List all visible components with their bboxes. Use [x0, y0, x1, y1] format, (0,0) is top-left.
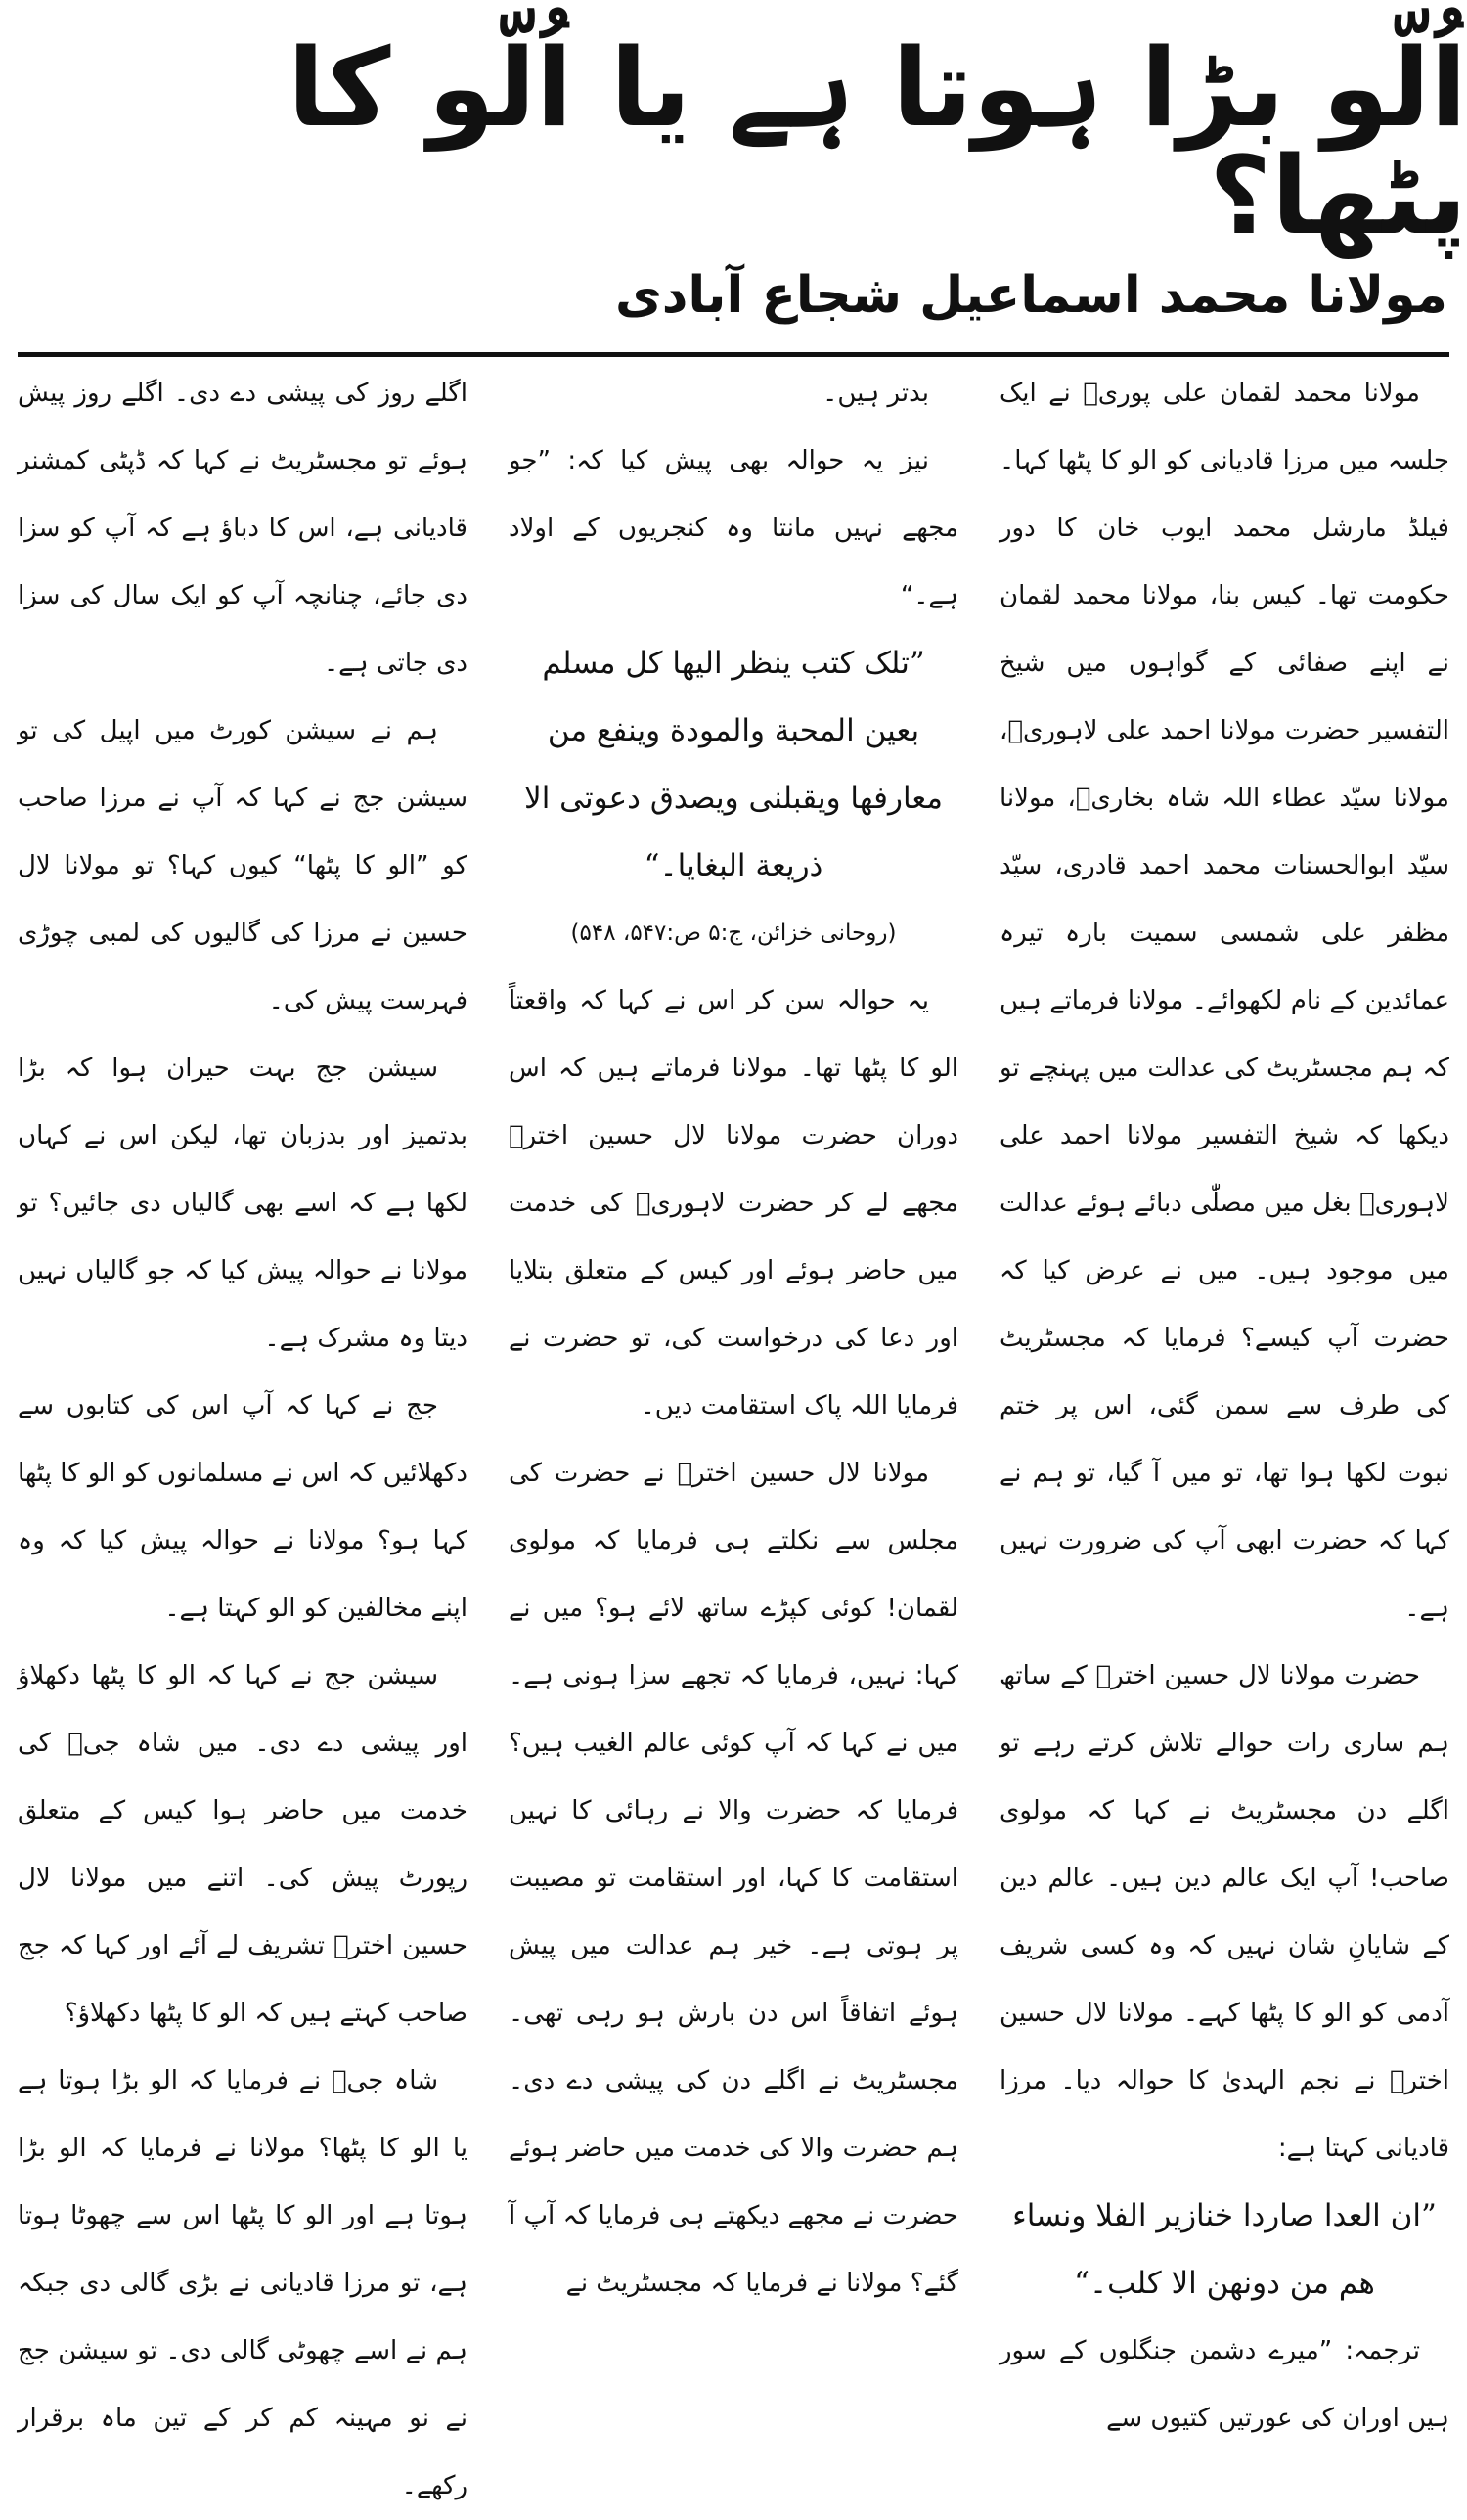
- paragraph: سیشن جج بہت حیران ہوا کہ بڑا بدتمیز اور بدزبان تھا، لیکن اس نے کہاں لکھا ہے کہ اسے بھی گالیاں دی جائیں؟ تو مولانا نے حوالہ پیش کیا کہ جو گالیاں نہیں دیتا وہ مشرک ہے۔: [18, 1054, 467, 1353]
- header-rule: [18, 352, 1449, 357]
- paragraph: نیز یہ حوالہ بھی پیش کیا کہ: ”جو مجھے نہیں مانتا وہ کنجریوں کے اولاد ہے۔“: [509, 446, 958, 610]
- paragraph: حضرت مولانا لال حسین اخترؒ کے ساتھ ہم ساری رات حوالے تلاش کرتے رہے تو اگلے دن مجسٹریٹ نے کہا کہ مولوی صاحب! آپ ایک عالم دین ہیں۔ عالم دین کے شایانِ شان نہیں کہ وہ کسی شریف آدمی کو الو کا پٹھا کہے۔ مولانا لال حسین اخترؒ نے نجم الہدیٰ کا حوالہ دیا۔ مرزا قادیانی کہتا ہے:: [1000, 1661, 1449, 2163]
- column-right: [1000, 360, 1449, 2433]
- paragraph: بدتر ہیں۔: [822, 379, 929, 408]
- arabic-quote: ”ان العدا صاردا خنازیر الفلا ونساء ھم من دونھن الا کلب۔“: [1012, 2198, 1437, 2301]
- arabic-quote: ”تلک کتب ینظر الیھا کل مسلم بعین المحبة والمودة وینفع من معارفھا ویقبلنی ویصدق دعوتی الا ذریعة البغایا۔“: [524, 646, 943, 883]
- article-columns: [18, 360, 1449, 2500]
- paragraph: شاہ جیؒ نے فرمایا کہ الو بڑا ہوتا ہے یا الو کا پٹھا؟ مولانا نے فرمایا کہ الو بڑا ہوتا ہے اور الو کا پٹھا اس سے چھوٹا ہوتا ہے، تو مرزا قادیانی نے بڑی گالی دی جبکہ ہم نے اسے چھوٹی گالی دی۔ تو سیشن جج نے نو مہینہ کم کر کے تین ماہ برقرار رکھے۔: [18, 2066, 467, 2500]
- paragraph: مولانا لال حسین اخترؒ نے حضرت کی مجلس سے نکلتے ہی فرمایا کہ مولوی لقمان! کوئی کپڑے ساتھ لائے ہو؟ میں نے کہا: نہیں، فرمایا کہ تجھے سزا ہونی ہے۔ میں نے کہا کہ آپ کوئی عالم الغیب ہیں؟ فرمایا کہ حضرت والا نے رہائی کا نہیں استقامت کا کہا، اور استقامت تو مصیبت پر ہوتی ہے۔ خیر ہم عدالت میں پیش ہوئے اتفاقاً اس دن بارش ہو رہی تھی۔ مجسٹریٹ نے اگلے دن کی پیشی دے دی۔ ہم حضرت والا کی خدمت میں حاضر ہوئے حضرت نے مجھے دیکھتے ہی فرمایا کہ آپ آ گئے؟ مولانا نے فرمایا کہ مجسٹریٹ نے: [509, 1459, 958, 2298]
- paragraph: جج نے کہا کہ آپ اس کی کتابوں سے دکھلائیں کہ اس نے مسلمانوں کو الو کا پٹھا کہا ہو؟ مولانا نے حوالہ پیش کیا کہ وہ اپنے مخالفین کو الو کہتا ہے۔: [18, 1391, 467, 1623]
- author-byline: مولانا محمد اسماعیل شجاع آبادی: [615, 266, 1447, 325]
- column-left: [18, 360, 467, 2500]
- paragraph: مولانا محمد لقمان علی پوریؒ نے ایک جلسہ میں مرزا قادیانی کو الو کا پٹھا کہا۔ فیلڈ مارشل محمد ایوب خان کا دور حکومت تھا۔ کیس بنا، مولانا محمد لقمان نے اپنے صفائی کے گواہوں میں شیخ التفسیر حضرت مولانا احمد علی لاہوریؒ، مولانا سیّد عطاء اللہ شاہ بخاریؒ، مولانا سیّد ابوالحسنات محمد احمد قادری، سیّد مظفر علی شمسی سمیت بارہ تیرہ عمائدین کے نام لکھوائے۔ مولانا فرماتے ہیں کہ ہم مجسٹریٹ کی عدالت میں پہنچے تو دیکھا کہ شیخ التفسیر مولانا احمد علی لاہوریؒ بغل میں مصلّٰی دبائے ہوئے عدالت میں موجود ہیں۔ میں نے عرض کیا کہ حضرت آپ کیسے؟ فرمایا کہ مجسٹریٹ کی طرف سے سمن گئی، اس پر ختم نبوت لکھا ہوا تھا، تو میں آ گیا، تو ہم نے کہا کہ حضرت ابھی آپ کی ضرورت نہیں ہے۔: [1000, 379, 1449, 1623]
- paragraph: اگلے روز کی پیشی دے دی۔ اگلے روز پیش ہوئے تو مجسٹریٹ نے کہا کہ ڈپٹی کمشنر قادیانی ہے، اس کا دباؤ ہے کہ آپ کو سزا دی جائے، چنانچہ آپ کو ایک سال کی سزا دی جاتی ہے۔: [18, 379, 467, 678]
- paragraph: یہ حوالہ سن کر اس نے کہا کہ واقعتاً الو کا پٹھا تھا۔ مولانا فرماتے ہیں کہ اس دوران حضرت مولانا لال حسین اخترؒ مجھے لے کر حضرت لاہوریؒ کی خدمت میں حاضر ہوئے اور کیس کے متعلق بتلایا اور دعا کی درخواست کی، تو حضرت نے فرمایا اللہ پاک استقامت دیں۔: [509, 986, 958, 1420]
- paragraph: ترجمہ: ”میرے دشمن جنگلوں کے سور ہیں اوران کی عورتیں کتیوں سے: [1000, 2336, 1449, 2433]
- column-middle: [509, 360, 958, 2298]
- paragraph: سیشن جج نے کہا کہ الو کا پٹھا دکھلاؤ اور پیشی دے دی۔ میں شاہ جیؒ کی خدمت میں حاضر ہوا کیس کے متعلق رپورٹ پیش کی۔ اتنے میں مولانا لال حسین اخترؒ تشریف لے آئے اور کہا کہ جج صاحب کہتے ہیں کہ الو کا پٹھا دکھلاؤ؟: [18, 1661, 467, 2028]
- paragraph: ہم نے سیشن کورٹ میں اپیل کی تو سیشن جج نے کہا کہ آپ نے مرزا صاحب کو ”الو کا پٹھا“ کیوں کہا؟ تو مولانا لال حسین نے مرزا کی گالیوں کی لمبی چوڑی فہرست پیش کی۔: [18, 716, 467, 1015]
- citation: (روحانی خزائن، ج:۵ ص:۵۴۷، ۵۴۸): [570, 921, 897, 946]
- article-title: اُلّو بڑا ہوتا ہے یا اُلّو کا پٹھا؟: [288, 25, 1467, 258]
